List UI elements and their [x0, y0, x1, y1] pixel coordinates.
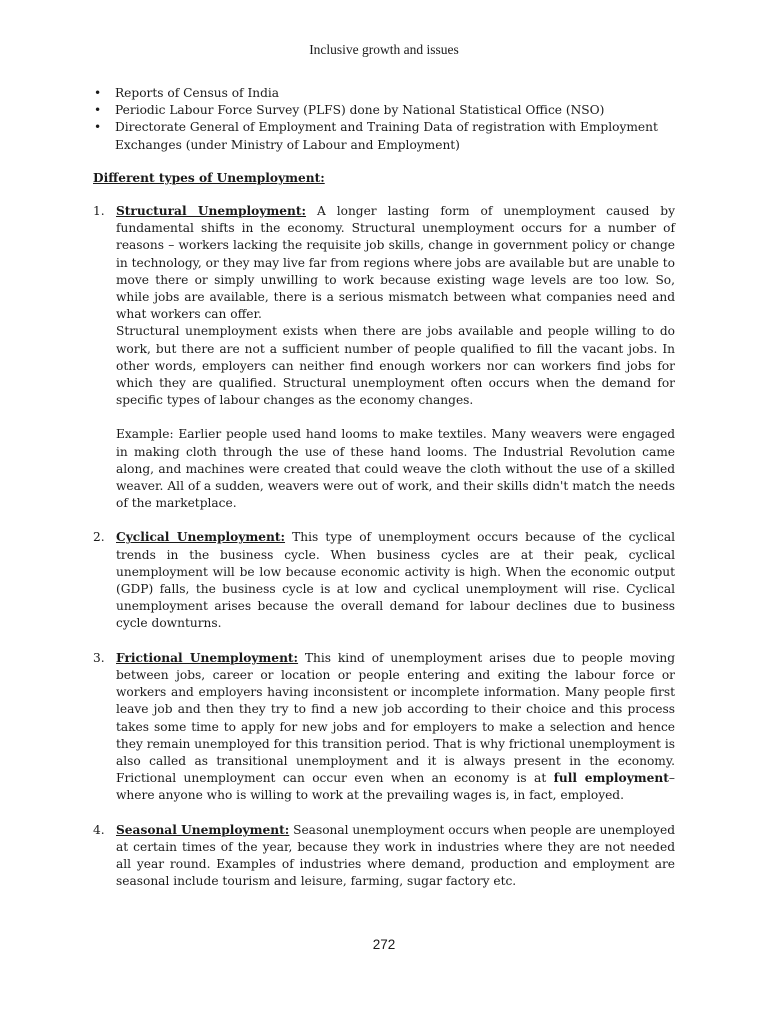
page-number: 272 [372, 937, 396, 952]
definition-tail: – where anyone who is willing to work at the prevailing wages is, in fact, employed. [116, 771, 676, 803]
list-item-text: Reports of Census of India [115, 86, 280, 100]
list-item-text: Directorate General of Employment and Training Data of registration with Employment Exchanges (under Ministry of Labour and Employment) [115, 120, 658, 152]
unemployment-type-cyclical [93, 529, 675, 632]
item-number: 4. [93, 822, 105, 837]
definition-text: Seasonal unemployment occurs when people are unemployed at certain times of the year, because they work in industries where they are not needed all year round. Examples of industries where demand, production and employment are seasonal include tourism and leisure, farming, sugar factory etc. [116, 822, 675, 889]
definition-text: This type of unemployment occurs because of the cyclical trends in the business cycle. When business cycles are at their peak, cyclical unemployment will be low because economic activity is high. When the economic output (GDP) falls, the business cycle is at low and cyclical unemployment will rise. Cyclical unemployment arises because the overall demand for labour declines due to business cycle downturns. [116, 530, 675, 631]
term-heading: Cyclical Unemployment: [116, 530, 286, 545]
unemployment-type-structural [93, 203, 675, 512]
definition-text: This kind of unemployment arises due to people moving between jobs, career or location or people entering and exiting the labour force or workers and employers having inconsistent or incomplete information. Many people first leave job and then they try to find a new job according to their choice and this process takes some time to apply for new jobs and for employers to make a selection and hence they remain unemployed for this transition period. That is why frictional unemployment is also called as transitional unemployment and it is always present in the economy. Frictional unemployment can occur even when an economy is at [116, 650, 675, 786]
bullet-icon: • [94, 120, 102, 135]
unemployment-type-frictional [93, 650, 675, 805]
item-number: 3. [93, 650, 105, 665]
definition-paragraph [116, 650, 675, 805]
unemployment-type-seasonal [93, 822, 675, 891]
list-item [93, 102, 675, 119]
example-paragraph: Example: Earlier people used hand looms to make textiles. Many weavers were engaged in making cloth through the use of these hand looms. The Industrial Revolution came along, and machines were created that could weave the cloth without the use of a skilled weaver. All of a sudden, weavers were out of work, and their skills didn't match the needs of the marketplace. [116, 427, 675, 511]
emphasis-text: full employment [553, 771, 669, 786]
definition-text: A longer lasting form of unemployment caused by fundamental shifts in the economy. Structural unemployment occurs for a number of reasons – workers lacking the requisite job skills, change in government policy or change in technology, or they may live far from regions where jobs are available but are unable to move there or simply unwilling to work because existing wage levels are too low. So, while jobs are available, there is a serious mismatch between what companies need and what workers can offer. [116, 204, 675, 322]
definition-paragraph [116, 203, 675, 323]
bullet-icon: • [94, 103, 102, 118]
list-item-text: Periodic Labour Force Survey (PLFS) done by National Statistical Office (NSO) [115, 103, 605, 118]
term-heading: Seasonal Unemployment: [116, 822, 290, 837]
unemployment-types-list [93, 203, 675, 890]
running-header: Inclusive growth and issues [309, 42, 459, 57]
term-heading: Frictional Unemployment: [116, 650, 299, 665]
explanation-paragraph: Structural unemployment exists when there are jobs available and people willing to do work, but there are not a sufficient number of people qualified to fill the vacant jobs. In other words, employers can neither find enough workers nor can workers find jobs for which they are qualified. Structural unemployment often occurs when the demand for specific types of labour changes as the economy changes. [116, 324, 675, 408]
section-heading: Different types of Unemployment: [93, 170, 325, 185]
data-sources-list [93, 85, 675, 154]
definition-paragraph [116, 822, 675, 891]
bullet-icon: • [94, 86, 102, 100]
item-number: 1. [93, 204, 105, 219]
term-heading: Structural Unemployment: [116, 204, 307, 219]
list-item [93, 85, 675, 102]
page-content [93, 85, 675, 890]
item-number: 2. [93, 530, 105, 545]
definition-paragraph [116, 529, 675, 632]
list-item [93, 119, 675, 153]
